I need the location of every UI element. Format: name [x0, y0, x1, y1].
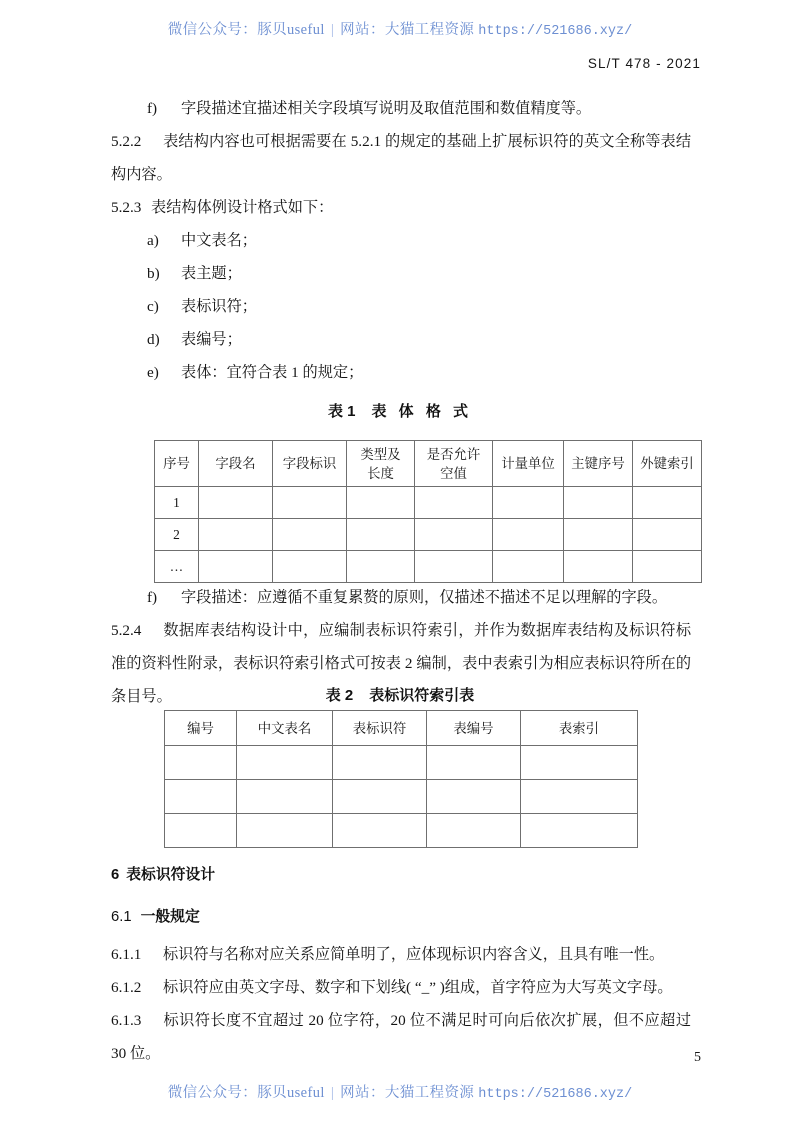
- watermark-site-label: 网站：: [340, 1085, 385, 1101]
- list-item-text: 表体：宜符合表 1 的规定；: [181, 364, 364, 381]
- watermark-wechat-name: 豚贝useful: [257, 22, 325, 38]
- clause-text: 数据库表结构设计中，应编制表标识符索引，并作为数据库表结构及标识符标准的资料性附录，表标识符索引格式可按表 2 编制，表中表索引为相应表标识符所在的条目号。: [111, 622, 691, 705]
- table-cell: [564, 487, 633, 519]
- header-line: 序号: [163, 456, 190, 471]
- watermark-url: https://521686.xyz/: [478, 24, 633, 39]
- watermark-separator: |: [330, 22, 335, 38]
- list-item-a: [111, 224, 691, 257]
- table-cell: [199, 551, 273, 583]
- list-item-label: c): [147, 298, 159, 315]
- table-cell: [633, 551, 702, 583]
- table-cell: [237, 746, 333, 780]
- table-1-header-cell-2: [273, 441, 347, 487]
- table-cell: [415, 487, 493, 519]
- table-1-header-cell-0: [155, 441, 199, 487]
- watermark-separator: |: [330, 1085, 335, 1101]
- section-6-1-clauses: [111, 938, 691, 1070]
- clause-6-1-1: [111, 938, 691, 971]
- watermark-wechat-label: 微信公众号：: [167, 22, 258, 38]
- clause-text: 标识符长度不宜超过 20 位字符，20 位不满足时可向后依次扩展，但不应超过 30 位。: [111, 1012, 691, 1062]
- table-1-header-cell-4: [415, 441, 493, 487]
- table-2-header-cell-2: 表标识符: [333, 711, 427, 746]
- watermark-wechat-name: 豚贝useful: [257, 1085, 325, 1101]
- table-cell: [415, 551, 493, 583]
- heading-section-6-1: [111, 902, 691, 932]
- table-cell: 2: [155, 519, 199, 551]
- clause-5-2-2: [111, 125, 691, 191]
- table-2-header-cell-4: 表索引: [521, 711, 638, 746]
- list-item-d: [111, 323, 691, 356]
- header-line: 字段名: [215, 456, 256, 471]
- table-1-caption-prefix: 表 1: [327, 403, 356, 420]
- list-item-label: a): [147, 232, 159, 249]
- clause-text: 标识符与名称对应关系应简单明了，应体现标识内容含义，且具有唯一性。: [163, 946, 665, 963]
- list-item-label: f): [147, 589, 158, 606]
- table-2-header-row: [165, 711, 638, 746]
- table-cell: [633, 519, 702, 551]
- list-item-f-field-description-rules: [111, 581, 691, 614]
- table-row: [165, 746, 638, 780]
- header-line: 空值: [440, 465, 467, 481]
- table-row: [155, 519, 702, 551]
- table-2-header-cell-0: 编号: [165, 711, 237, 746]
- page-number: 5: [694, 1050, 701, 1065]
- table-cell: [199, 487, 273, 519]
- table-cell: [493, 519, 564, 551]
- clause-number: 6.1.3: [111, 1012, 142, 1029]
- clause-number: 6.1.2: [111, 979, 142, 996]
- watermark-bottom: [0, 1081, 800, 1102]
- list-item-text: 中文表名；: [181, 232, 257, 249]
- header-line: 主键序号: [571, 456, 625, 471]
- table-2-caption-prefix: 表 2: [325, 687, 354, 704]
- table-1-header-cell-1: [199, 441, 273, 487]
- heading-number: 6: [111, 867, 120, 883]
- list-item-text: 表主题；: [181, 265, 242, 282]
- table-2-caption-title: 表标识符索引表: [369, 687, 475, 704]
- section-6-1-heading-block: [111, 902, 691, 932]
- watermark-wechat-label: 微信公众号：: [167, 1085, 258, 1101]
- heading-number: 6.1: [111, 909, 132, 925]
- watermark-site-name: 大猫工程资源: [384, 1085, 475, 1101]
- clause-text: 表结构体例设计格式如下：: [151, 199, 334, 216]
- table-1-caption: [0, 400, 800, 421]
- list-item-label: e): [147, 364, 159, 381]
- heading-section-6: [111, 860, 691, 890]
- list-item-f-field-description: [111, 92, 691, 125]
- table-row: [155, 551, 702, 583]
- table-row: [155, 487, 702, 519]
- list-item-label: f): [147, 100, 158, 117]
- clause-number: 5.2.4: [111, 622, 142, 639]
- table-1-header-cell-5: [493, 441, 564, 487]
- table-cell: …: [155, 551, 199, 583]
- list-item-label: b): [147, 265, 160, 282]
- watermark-site-name: 大猫工程资源: [384, 22, 475, 38]
- header-line: 长度: [367, 465, 394, 481]
- table-cell: [347, 519, 415, 551]
- list-item-text: 表标识符；: [181, 298, 257, 315]
- table-cell: [493, 487, 564, 519]
- table-cell: [521, 780, 638, 814]
- clause-6-1-2: [111, 971, 691, 1004]
- table-cell: [333, 780, 427, 814]
- table-cell: [333, 746, 427, 780]
- table-row: [165, 814, 638, 848]
- table-1-header-cell-3: [347, 441, 415, 487]
- heading-title: 一般规定: [140, 909, 200, 925]
- table-2-identifier-index: [164, 710, 638, 848]
- table-cell: [564, 519, 633, 551]
- table-cell: [273, 519, 347, 551]
- clause-5-2-3: [111, 191, 691, 224]
- clause-6-1-3: [111, 1004, 691, 1070]
- heading-title: 表标识符设计: [126, 867, 216, 883]
- list-item-c: [111, 290, 691, 323]
- table-cell: [564, 551, 633, 583]
- table-cell: [165, 780, 237, 814]
- table-1-header-cell-6: [564, 441, 633, 487]
- table-cell: [199, 519, 273, 551]
- list-item-text: 字段描述：应遵循不重复累赘的原则，仅描述不描述不足以理解的字段。: [181, 589, 667, 606]
- table-cell: [273, 487, 347, 519]
- section-6-heading-block: [111, 860, 691, 890]
- table-2-header-cell-3: 表编号: [427, 711, 521, 746]
- clause-number: 5.2.2: [111, 133, 142, 150]
- table-cell: [633, 487, 702, 519]
- list-item-e: [111, 356, 691, 389]
- table-cell: [493, 551, 564, 583]
- watermark-site-label: 网站：: [340, 22, 385, 38]
- table-cell: [237, 814, 333, 848]
- document-body-top: [111, 92, 691, 389]
- table-row: [165, 780, 638, 814]
- table-cell: [521, 746, 638, 780]
- header-line: 字段标识: [282, 456, 337, 471]
- table-2-caption: [0, 684, 800, 705]
- header-line: 是否允许: [426, 446, 481, 462]
- table-1-container: [154, 440, 702, 583]
- list-item-label: d): [147, 331, 160, 348]
- table-cell: [237, 780, 333, 814]
- watermark-top: [0, 18, 800, 39]
- table-cell: [333, 814, 427, 848]
- clause-number: 6.1.1: [111, 946, 142, 963]
- table-1-header-cell-7: [633, 441, 702, 487]
- clause-text: 表结构内容也可根据需要在 5.2.1 的规定的基础上扩展标识符的英文全称等表结构内容。: [111, 133, 691, 183]
- header-line: 类型及: [360, 446, 401, 462]
- list-item-text: 表编号；: [181, 331, 242, 348]
- table-cell: [273, 551, 347, 583]
- table-2-container: [164, 710, 638, 848]
- table-cell: [347, 487, 415, 519]
- watermark-url: https://521686.xyz/: [478, 1087, 633, 1102]
- table-cell: [521, 814, 638, 848]
- table-cell: [427, 780, 521, 814]
- table-cell: [427, 814, 521, 848]
- table-2-header-cell-1: 中文表名: [237, 711, 333, 746]
- clause-text: 标识符应由英文字母、数字和下划线( “_” )组成，首字符应为大写英文字母。: [163, 979, 673, 996]
- header-line: 外键索引: [640, 456, 694, 471]
- table-cell: [427, 746, 521, 780]
- table-cell: 1: [155, 487, 199, 519]
- header-line: 计量单位: [501, 456, 555, 471]
- table-cell: [165, 746, 237, 780]
- list-item-b: [111, 257, 691, 290]
- table-cell: [165, 814, 237, 848]
- running-head-standard-code: SL/T 478 - 2021: [587, 56, 701, 71]
- table-cell: [415, 519, 493, 551]
- list-item-text: 字段描述宜描述相关字段填写说明及取值范围和数值精度等。: [181, 100, 592, 117]
- table-cell: [347, 551, 415, 583]
- table-1-header-row: [155, 441, 702, 487]
- table-1-body-format: [154, 440, 702, 583]
- table-1-caption-title: 表 体 格 式: [371, 403, 473, 420]
- clause-number: 5.2.3: [111, 199, 142, 216]
